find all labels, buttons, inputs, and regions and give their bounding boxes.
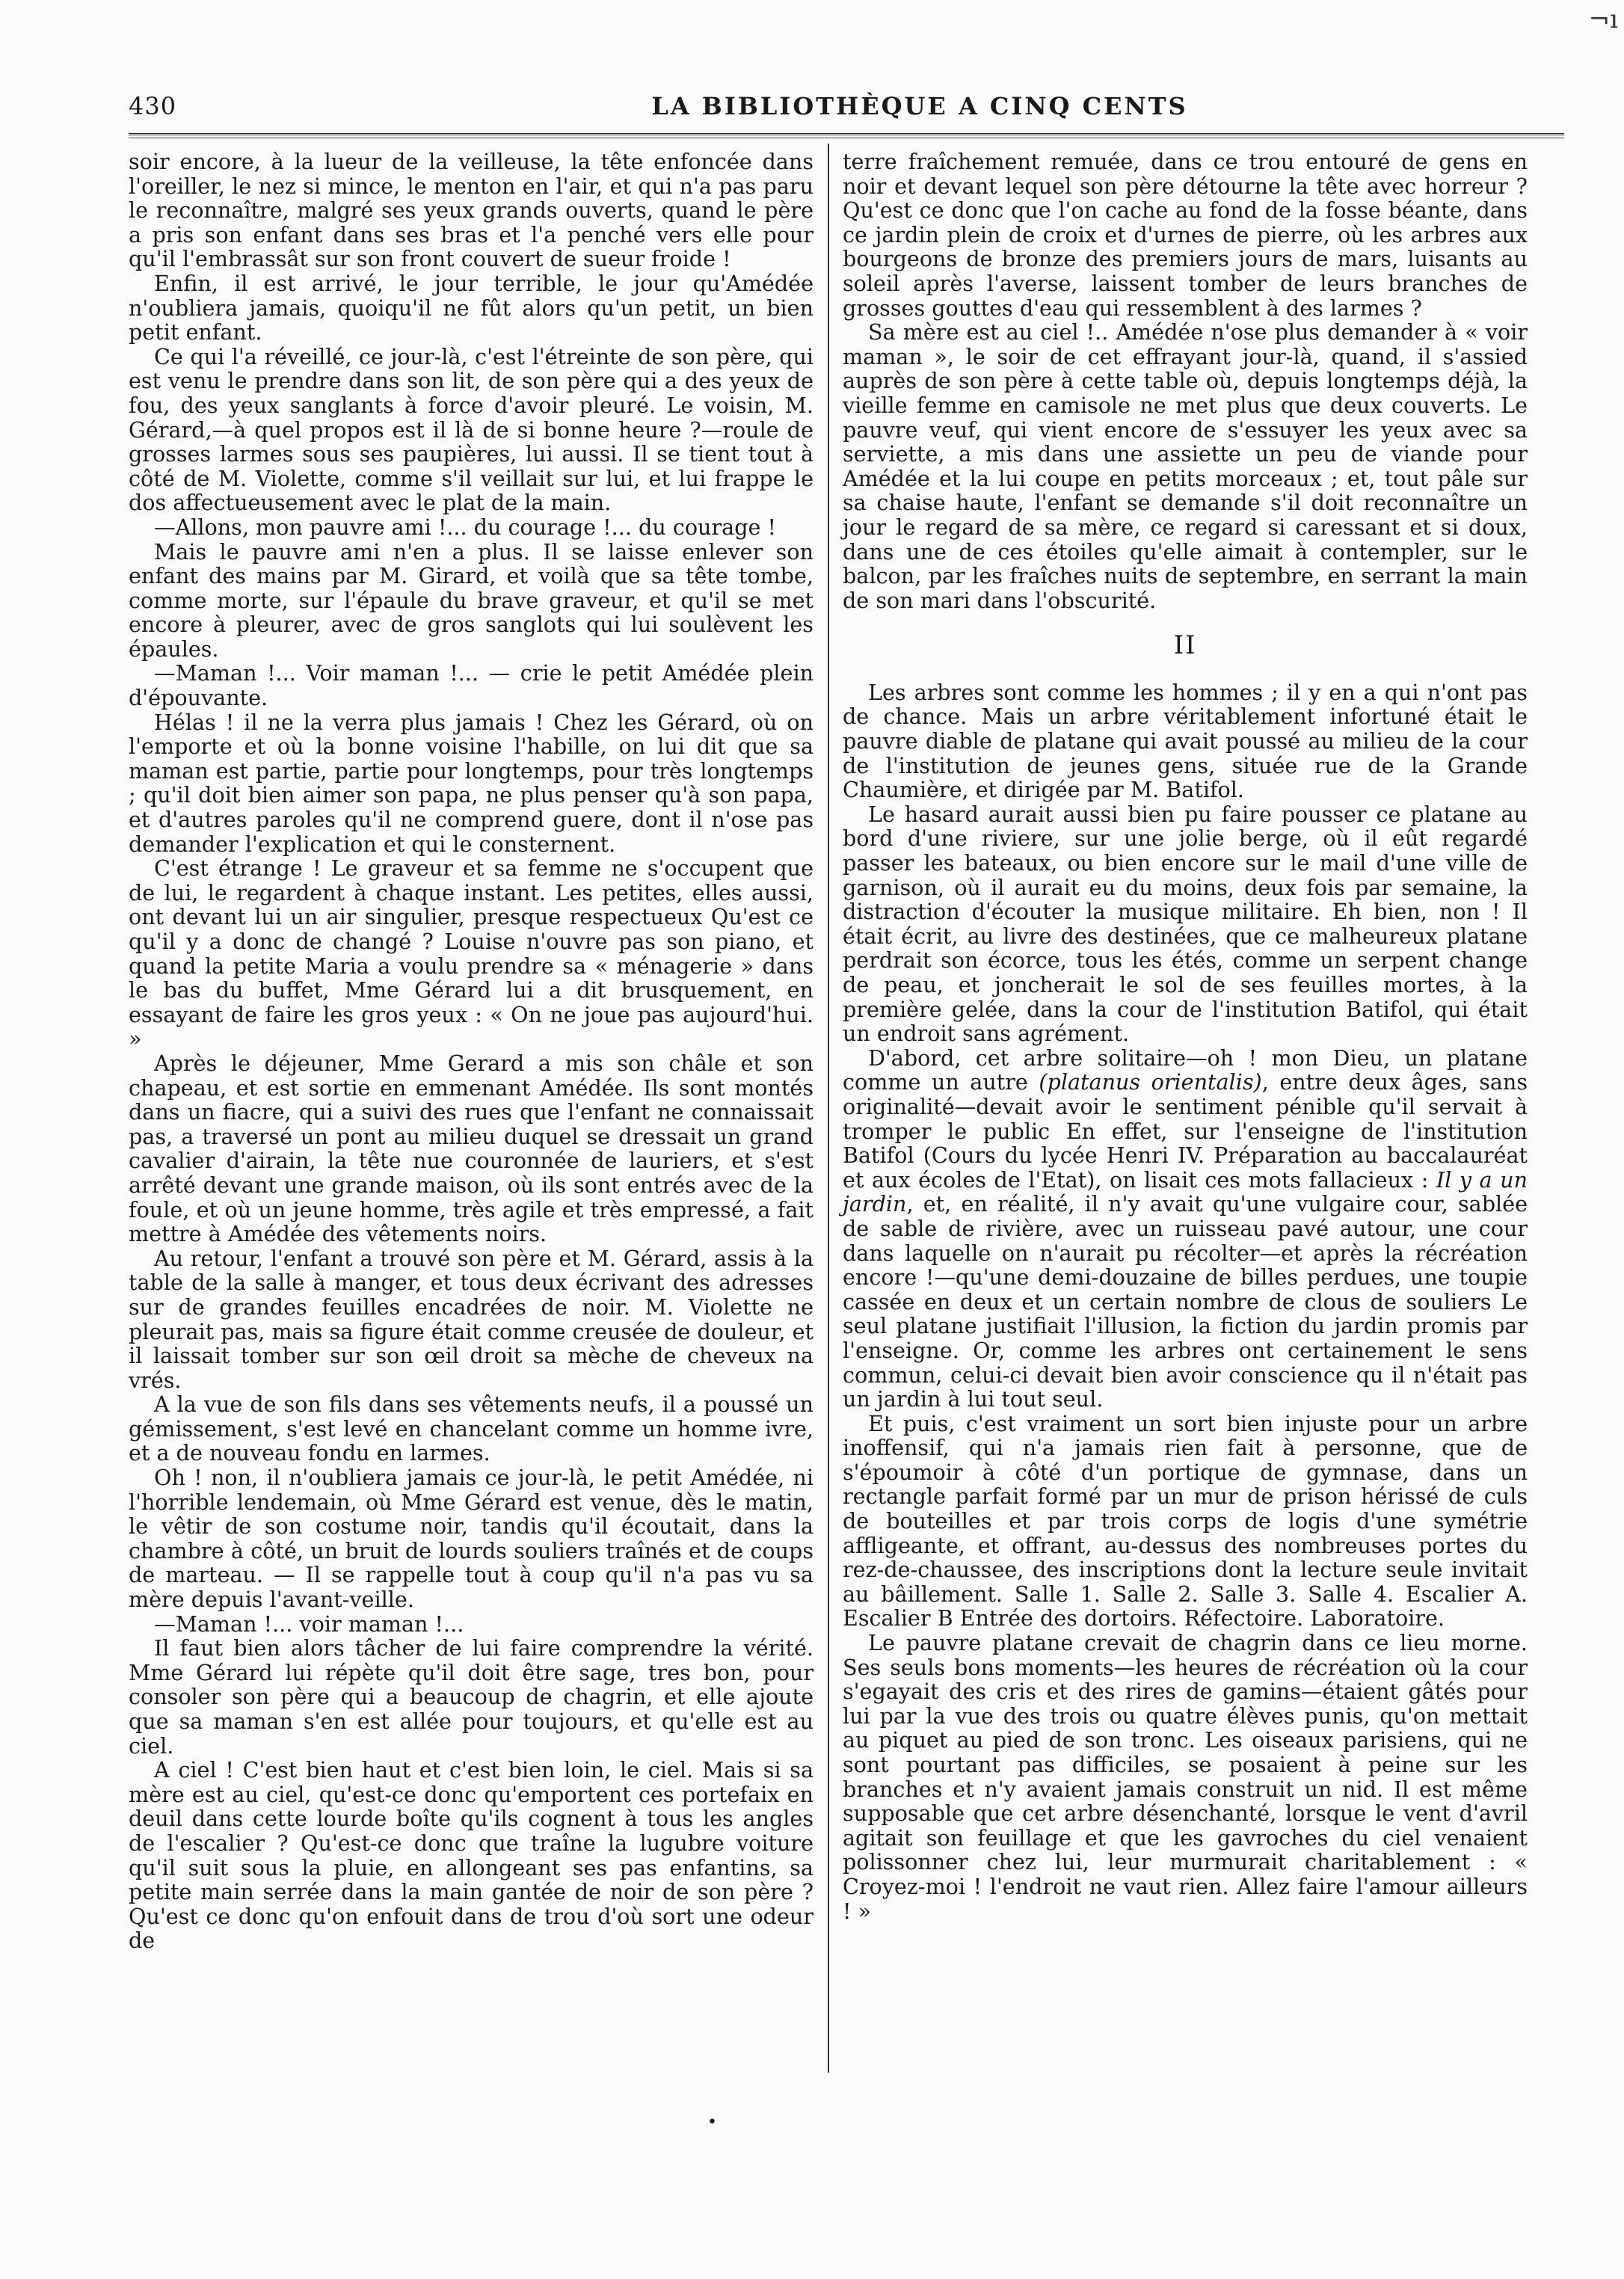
paragraph: Le hasard aurait aussi bien pu faire pousser ce platane au bord d'une riviere, sur une jolie berge, où il eût regardé passer les bateaux, ou bien encore sur le mail d'une ville de garnison, où il aurait eu du moins, deux fois par semaine, la distraction d'écouter la musique militaire. Eh bien, non ! Il était écrit, au livre des destinées, que ce malheureux platane perdrait son écorce, tous les étés, comme un serpent change de peau, et joncherait le sol de ses feuilles mortes, à la première gelée, dans la cour de l'institution Batifol, qui était un endroit sans agrément. <box>843 801 1528 1047</box>
paragraph: —Allons, mon pauvre ami !... du courage !... du courage ! <box>154 514 776 540</box>
running-title: LA BIBLIOTHÈQUE A CINQ CENTS <box>651 92 1188 120</box>
text-run: , et, en réalité, il n'y avait qu'une vulgaire cour, sablée de sable de rivière, avec un ruisseau pavé autour, une cour dans laquelle on n'aurait pu récolter—et après la récréation encore !—qu'une demi-douzaine de billes perdues, une toupie cassée en deux et un certain nombre de clous de souliers Le seul platane justifiait l'illusion, la fiction du jardin promis par l'enseigne. Or, comme les arbres ont certainement le sens commun, celui-ci devait bien avoir conscience qu il n'était pas un jardin à lui tout seul. <box>843 1191 1528 1412</box>
column-rule <box>828 144 829 2073</box>
paragraph: A ciel ! C'est bien haut et c'est bien loin, le ciel. Mais si sa mère est au ciel, qu'est-ce donc qu'emportent ces portefaix en deuil dans cette lourde boîte qu'ils cognent à tous les angles de l'escalier ? Qu'est-ce donc que traîne la lugubre voiture qu'il suit sous la pluie, en allongeant ses pas enfantins, sa petite main serrée dans la main gantée de noir de son père ? Qu'est ce donc qu'on enfouit dans de trou d'où sort une odeur de <box>129 1757 813 1954</box>
paragraph: Mais le pauvre ami n'en a plus. Il se laisse enlever son enfant des mains par M. Girard, et voilà que sa tête tombe, comme morte, sur l'épaule du brave graveur, et qu'il se met encore à pleurer, avec de gros sanglots qui lui soulèvent les épaules. <box>129 538 813 662</box>
latin-name: (platanus orientalis) <box>1039 1069 1262 1095</box>
paragraph: Le pauvre platane crevait de chagrin dans ce lieu morne. Ses seuls bons moments—les heures de récréation où la cour s'egayait des cris et des rires de gamins—étaient gâtés pour lui par la vue des trois ou quatre élèves punis, qu'on mettait au piquet au pied de son tronc. Les oiseaux parisiens, qui ne sont pourtant pas difficiles, se posaient à peine sur les branches et n'y avaient jamais construit un nid. Il est même supposable que cet arbre désenchanté, lorsque le vent d'avril agitait son feuillage et que les gavroches du ciel venaient polissonner chez lui, leur murmurait charitablement : « Croyez-moi ! l'endroit ne vaut rien. Allez faire l'amour ailleurs ! » <box>843 1630 1528 1924</box>
paragraph: Hélas ! il ne la verra plus jamais ! Chez les Gérard, où on l'emporte et où la bonne voisine l'habille, on lui dit que sa maman est partie, partie pour longtemps, pour très longtemps ; qu'il doit bien aimer son papa, ne plus penser qu'à son papa, et d'autres paroles qu'il ne comprend guere, dont il n'ose pas demander l'explication et qui le consternent. <box>129 709 813 857</box>
paragraph: Après le déjeuner, Mme Gerard a mis son châle et son chapeau, et est sortie en emmenant Amédée. Ils sont montés dans un fiacre, qui a suivi des rues que l'enfant ne connaissait pas, a traversé un pont au milieu duquel se dressait un grand cavalier d'airain, la tête nue couronnée de lauriers, et s'est arrêté devant une grande maison, où ils sont entrés avec de la foule, et où un jeune homme, très agile et très empressé, a fait mettre à Amédée des vêtements noirs. <box>129 1050 813 1247</box>
sign-quote: Il y a un jardin <box>843 1166 1528 1217</box>
paragraph: Sa mère est au ciel !.. Amédée n'ose plus demander à « voir maman », le soir de cet effrayant jour-là, quand, il s'assied auprès de son père à cette table où, depuis longtemps déjà, la vieille femme en camisole ne met plus que deux couverts. Le pauvre veuf, qui vient encore de s'essuyer les yeux avec sa serviette, a mis dans une assiette un peu de viande pour Amédée et la lui coupe en petits morceaux ; et, tout pâle sur sa chaise haute, l'enfant se demande s'il doit reconnaître un jour le regard de sa mère, ce regard si caressant et si doux, dans une de ces étoiles qu'elle aimait à contempler, sur le balcon, par les fraîches nuits de septembre, en serrant la main de son mari dans l'obscurité. <box>843 319 1528 613</box>
signature-mark: • <box>707 2113 717 2132</box>
left-column <box>129 150 813 1953</box>
paragraph: Il faut bien alors tâcher de lui faire comprendre la vérité. Mme Gérard lui répète qu'il doit être sage, tres bon, pour consoler son père qui a beaucoup de chagrin, et elle ajoute que sa maman s'en est allée pour toujours, et qu'elle est au ciel. <box>129 1635 813 1759</box>
paragraph: Les arbres sont comme les hommes ; il y en a qui n'ont pas de chance. Mais un arbre véritablement infortuné était le pauvre diable de platane qui avait poussé au milieu de la cour de l'institution de jeunes gens, située rue de la Grande Chaumière, et dirigée par M. Batifol. <box>843 679 1528 803</box>
header-rule <box>129 133 1564 138</box>
paragraph: Au retour, l'enfant a trouvé son père et M. Gérard, assis à la table de la salle à manger, et tous deux écrivant des adresses sur de grandes feuilles encadrées de noir. M. Violette ne pleurait pas, mais sa figure était comme creusée de douleur, et il laissait tomber sur son œil droit sa mèche de cheveux na vrés. <box>129 1245 813 1393</box>
right-column <box>843 150 1528 1923</box>
paragraph: C'est étrange ! Le graveur et sa femme ne s'occupent que de lui, le regardent à chaque instant. Les petites, elles aussi, ont devant lui un air singulier, presque respectueux Qu'est ce qu'il y a donc de changé ? Louise n'ouvre pas son piano, et quand la petite Maria a voulu prendre sa « ménagerie » dans le bas du buffet, Mme Gérard lui a dit brusquement, en essayant de faire les gros yeux : « On ne joue pas aujourd'hui. » <box>129 855 813 1052</box>
paragraph: Oh ! non, il n'oubliera jamais ce jour-là, le petit Amédée, ni l'horrible lendemain, où Mme Gérard est venue, dès le matin, le vêtir de son costume noir, tandis qu'il écoutait, dans la chambre à côté, un bruit de lourds souliers traînés et de coups de marteau. — Il se rappelle tout à coup qu'il n'a pas vu sa mère depuis l'avant-veille. <box>129 1465 813 1613</box>
paragraph: —Maman !... Voir maman !... — crie le petit Amédée plein d'épouvante. <box>129 660 813 711</box>
paragraph: —Maman !... voir maman !... <box>154 1611 464 1637</box>
paragraph: Et puis, c'est vraiment un sort bien injuste pour un arbre inoffensif, qui n'a jamais rien fait à personne, que de s'époumoir à côté d'un portique de gymnase, dans un rectangle parfait formé par un mur de prison hérissé de culs de bouteilles et par trois corps de logis d'une symétrie affligeante, et offrant, au-dessus des nombreuses portes du rez-de-chaussee, des inscriptions dont la lecture seule invitait au bâillement. Salle 1. Salle 2. Salle 3. Salle 4. Escalier A. Escalier B Entrée des dortoirs. Réfectoire. Laboratoire. <box>843 1410 1528 1631</box>
text-run: D'abord, cet arbre solitaire—oh ! mon Dieu, un platane comme un autre <box>843 1045 1528 1095</box>
paragraph: A la vue de son fils dans ses vêtements neufs, il a poussé un gémissement, s'est levé en chancelant comme un homme ivre, et a de nouveau fondu en larmes. <box>129 1391 813 1466</box>
page-number: 430 <box>129 92 177 120</box>
paragraph: soir encore, à la lueur de la veilleuse, la tête enfoncée dans l'oreiller, le nez si mince, le menton en l'air, et qui n'a pas paru le reconnaître, malgré ses yeux grands ouverts, quand le père a pris son enfant dans ses bras et l'a penché vers elle pour qu'il l'embrassât sur son front couvert de sueur froide ! <box>129 149 813 272</box>
paragraph: Ce qui l'a réveillé, ce jour-là, c'est l'étreinte de son père, qui est venu le prendre dans son lit, de son père qui a des yeux de fou, des yeux sanglants à force d'avoir pleuré. Le voisin, M. Gérard,—à quel propos est il là de si bonne heure ?—roule de grosses larmes sous ses paupières, lui aussi. Il se tient tout à côté de M. Violette, comme s'il veillait sur lui, et lui frappe le dos affectueusement avec le plat de la main. <box>129 343 813 516</box>
corner-mark: ¬ı <box>1588 4 1618 34</box>
text-run: , entre deux âges, sans originalité—devait avoir le sentiment pénible qu'il servait à tromper le public En effet, sur l'enseigne de l'institution Batifol (Cours du lycée Henri IV. Préparation au baccalauréat et aux écoles de l'Etat), on lisait ces mots fallacieux : <box>843 1069 1528 1193</box>
paragraph-with-italics <box>843 1046 1528 1412</box>
paragraph: Enfin, il est arrivé, le jour terrible, le jour qu'Amédée n'oubliera jamais, quoiqu'il ne fût alors qu'un petit, un bien petit enfant. <box>129 270 813 345</box>
paragraph: terre fraîchement remuée, dans ce trou entouré de gens en noir et devant lequel son père détourne la tête avec horreur ? Qu'est ce donc que l'on cache au fond de la fosse béante, dans ce jardin plein de croix et d'urnes de pierre, où les arbres aux bourgeons de bronze des premiers jours de mars, luisants au soleil après l'averse, laissent tomber de leurs branches de grosses gouttes d'eau qui ressemblent à des larmes ? <box>843 149 1528 321</box>
section-heading: II <box>1173 630 1197 661</box>
